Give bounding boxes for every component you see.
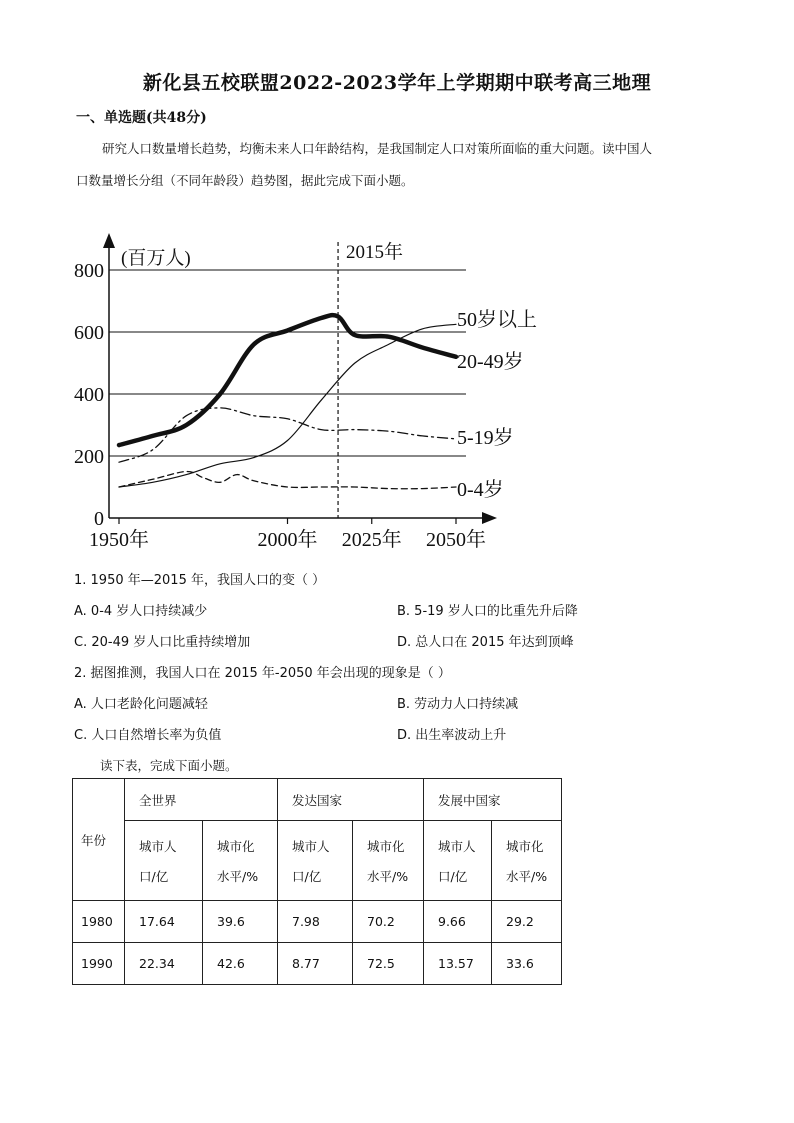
q2-option-c[interactable]: C. 人口自然增长率为负值 xyxy=(74,728,222,743)
subheader-line: 口/亿 xyxy=(292,868,322,884)
intro-paragraph-line-2: 口数量增长分组（不同年龄段）趋势图，据此完成下面小题。 xyxy=(76,173,414,188)
x-tick-label: 2000年 xyxy=(257,529,318,551)
series-label: 0-4岁 xyxy=(457,479,504,501)
subheader-line: 城市化 xyxy=(506,838,544,854)
subheader-line: 城市化 xyxy=(367,838,405,854)
table-row xyxy=(73,943,562,985)
subheader-urban-population xyxy=(125,821,203,901)
y-tick-label: 400 xyxy=(74,384,104,406)
y-tick-label: 0 xyxy=(94,508,104,530)
table-cell: 17.64 xyxy=(125,901,203,943)
table-cell: 72.5 xyxy=(353,943,424,985)
year-2015-marker-label: 2015年 xyxy=(346,242,404,263)
series-label: 20-49岁 xyxy=(457,351,524,373)
q2-option-a[interactable]: A. 人口老龄化问题减轻 xyxy=(74,697,208,712)
x-tick-label: 1950年 xyxy=(89,529,149,551)
subheader-line: 口/亿 xyxy=(438,868,468,884)
subheader-line: 水平/% xyxy=(506,868,548,884)
subheader-urban-population xyxy=(278,821,353,901)
q2-option-d[interactable]: D. 出生率波动上升 xyxy=(397,728,507,743)
y-tick-label: 600 xyxy=(74,322,104,344)
table-cell: 7.98 xyxy=(278,901,353,943)
y-tick-label: 800 xyxy=(74,260,104,282)
table-cell: 29.2 xyxy=(492,901,562,943)
x-tick-label: 2025年 xyxy=(341,529,402,551)
population-trend-chart xyxy=(64,228,537,558)
question-1-stem: 1. 1950 年—2015 年，我国人口的变（ ） xyxy=(74,573,326,588)
table-cell: 1990 xyxy=(73,943,125,985)
group-header-developing: 发展中国家 xyxy=(424,779,562,821)
subheader-urbanization-rate xyxy=(492,821,562,901)
question-2-stem: 2. 据图推测，我国人口在 2015 年-2050 年会出现的现象是（ ） xyxy=(74,666,451,681)
series-line-2 xyxy=(119,408,456,462)
subheader-line: 口/亿 xyxy=(139,868,169,884)
subheader-line: 城市人 xyxy=(292,838,330,854)
year-header: 年份 xyxy=(73,779,125,901)
q2-option-b[interactable]: B. 劳动力人口持续减 xyxy=(397,697,519,712)
subheader-urbanization-rate xyxy=(353,821,424,901)
series-label: 50岁以上 xyxy=(457,309,537,331)
table-cell: 33.6 xyxy=(492,943,562,985)
subheader-line: 城市化 xyxy=(217,838,255,854)
y-unit-label: (百万人) xyxy=(121,248,191,269)
document-title: 新化县五校联盟2022-2023学年上学期期中联考高三地理 xyxy=(142,72,652,94)
subheader-line: 城市人 xyxy=(438,838,476,854)
q1-option-c[interactable]: C. 20-49 岁人口比重持续增加 xyxy=(74,635,251,650)
table-cell: 39.6 xyxy=(203,901,278,943)
subheader-urban-population xyxy=(424,821,492,901)
intro-paragraph-line-1: 研究人口数量增长趋势，均衡未来人口年龄结构，是我国制定人口对策所面临的重大问题。读中国人 xyxy=(102,141,653,156)
group-header-developed: 发达国家 xyxy=(278,779,424,821)
table-cell: 13.57 xyxy=(424,943,492,985)
x-tick-label: 2050年 xyxy=(426,529,486,551)
q1-option-d[interactable]: D. 总人口在 2015 年达到顶峰 xyxy=(397,635,574,650)
subheader-urbanization-rate xyxy=(203,821,278,901)
series-line-0 xyxy=(119,324,456,487)
series-label: 5-19岁 xyxy=(457,427,514,449)
group-header-world: 全世界 xyxy=(125,779,278,821)
urbanization-table xyxy=(72,778,562,985)
table-cell: 8.77 xyxy=(278,943,353,985)
table-cell: 1980 xyxy=(73,901,125,943)
table-cell: 70.2 xyxy=(353,901,424,943)
q1-option-a[interactable]: A. 0-4 岁人口持续减少 xyxy=(74,604,208,619)
table-cell: 22.34 xyxy=(125,943,203,985)
subheader-line: 城市人 xyxy=(139,838,177,854)
table-row xyxy=(73,901,562,943)
table-cell: 42.6 xyxy=(203,943,278,985)
section-heading: 一、单选题(共48分) xyxy=(76,110,207,126)
subheader-line: 水平/% xyxy=(367,868,409,884)
series-line-1 xyxy=(119,315,456,445)
q1-option-b[interactable]: B. 5-19 岁人口的比重先升后降 xyxy=(397,604,578,619)
table-cell: 9.66 xyxy=(424,901,492,943)
table-instruction: 读下表，完成下面小题。 xyxy=(100,758,238,773)
subheader-line: 水平/% xyxy=(217,868,259,884)
series-line-3 xyxy=(119,471,456,488)
y-tick-label: 200 xyxy=(74,446,104,468)
